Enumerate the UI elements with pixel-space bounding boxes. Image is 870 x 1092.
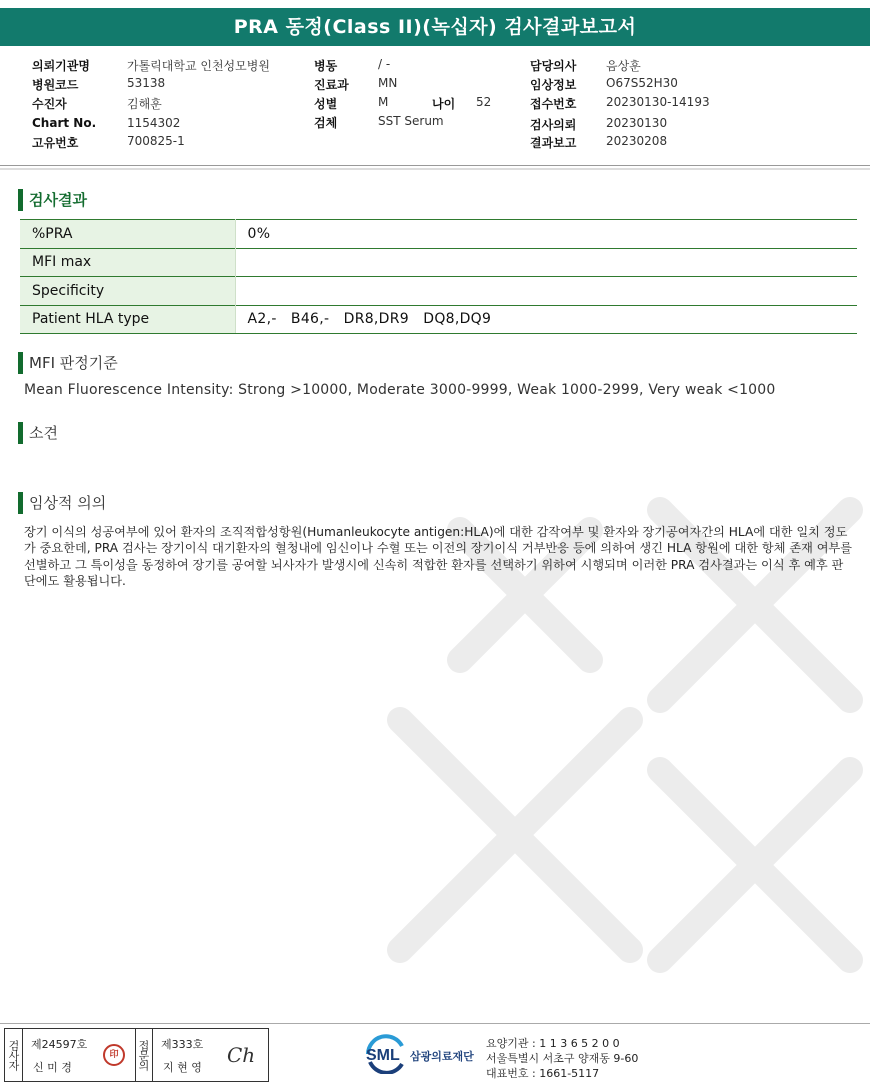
- department-value: MN: [378, 76, 398, 90]
- hospital-code-value: 53138: [127, 76, 166, 90]
- inspector-seal-icon: 印: [103, 1044, 125, 1066]
- approver-name: 지 현 영: [163, 1061, 202, 1074]
- chart-no-label: Chart No.: [32, 116, 97, 130]
- request-date-label: 검사의뢰: [530, 118, 577, 132]
- org-name: 삼광의료재단: [410, 1050, 474, 1063]
- receipt-no-label: 접수번호: [530, 97, 577, 111]
- table-row: [20, 248, 857, 277]
- report-title: PRA 동정(Class II)(녹십자) 검사결과보고서: [0, 8, 870, 46]
- request-date-value: 20230130: [606, 116, 668, 130]
- approver-label: 접문의: [135, 1029, 153, 1081]
- clinical-significance-text: 장기 이식의 성공여부에 있어 환자의 조직적합성항원(Humanleukocyte antigen:HLA)에 대한 감작여부 및 환자와 장기공여자간의 HLA에 대한 일치 정도가 중요한데, PRA 검사는 장기이식 대기환자의 혈청내에 임신이나 수혈 또는 이전의 장기이식 거부반응 등에 의하여 생긴 HLA 항원에 대한 항체 존재 여부를 선별하고 그 특이성을 동정하여 장기를 공여할 뇌사자가 발생시에 신속히 적합한 환자를 선택하기 위하여 시행되며 이러한 PRA 검사결과는 이식 후 예후 판단에도 활용됩니다.: [24, 525, 853, 588]
- report-date-value: 20230208: [606, 134, 668, 148]
- unique-no-label: 고유번호: [32, 136, 79, 150]
- result-value: [235, 277, 857, 306]
- org-code: 요양기관 : 1 1 3 6 5 2 0 0: [486, 1037, 620, 1050]
- hospital-name-value: 가톨릭대학교 인천성모병원: [127, 59, 270, 73]
- department-label: 진료과: [314, 78, 349, 92]
- org-phone: 대표번호 : 1661-5117: [486, 1067, 600, 1080]
- ward-label: 병동: [314, 59, 338, 73]
- info-divider: [0, 165, 870, 166]
- age-value: 52: [476, 95, 492, 109]
- sex-label: 성별: [314, 97, 338, 111]
- section-results-heading: 검사결과: [18, 189, 87, 211]
- result-label: MFI max: [20, 248, 235, 277]
- sml-logo-text: SML: [366, 1047, 400, 1064]
- mfi-criteria-text: Mean Fluorescence Intensity: Strong >10000, Moderate 3000-9999, Weak 1000-2999, Very weak <1000: [24, 382, 776, 398]
- clinical-info-label: 임상정보: [530, 78, 577, 92]
- result-value: 0%: [235, 220, 857, 249]
- hospital-code-label: 병원코드: [32, 78, 79, 92]
- inspector-label: 검사자: [5, 1029, 23, 1081]
- unique-no-value: 700825-1: [127, 134, 185, 148]
- section-mfi-heading: MFI 판정기준: [18, 352, 118, 374]
- specimen-label: 검체: [314, 116, 338, 130]
- inspector-name: 신 미 경: [33, 1061, 72, 1074]
- results-table: [20, 219, 857, 334]
- approver-license-no: 제333호: [161, 1038, 204, 1051]
- patient-name-value: 김해훈: [127, 97, 162, 111]
- result-value: [235, 248, 857, 277]
- doctor-label: 담당의사: [530, 59, 577, 73]
- patient-info: [0, 54, 870, 166]
- section-opinion-heading: 소견: [18, 422, 58, 444]
- approver-signature-icon: Ch: [227, 1043, 256, 1067]
- result-label: Specificity: [20, 277, 235, 306]
- receipt-no-value: 20230130-14193: [606, 95, 710, 109]
- footer-divider: [0, 1023, 870, 1024]
- ward-value: / -: [378, 57, 391, 71]
- result-value: A2,- B46,- DR8,DR9 DQ8,DQ9: [235, 305, 857, 334]
- signature-box: [4, 1028, 269, 1082]
- chart-no-value: 1154302: [127, 116, 181, 130]
- table-row: [20, 220, 857, 249]
- org-info: [486, 1036, 638, 1081]
- hospital-name-label: 의뢰기관명: [32, 59, 90, 73]
- report-date-label: 결과보고: [530, 136, 577, 150]
- doctor-value: 음상훈: [606, 59, 641, 73]
- table-row: [20, 277, 857, 306]
- result-label: Patient HLA type: [20, 305, 235, 334]
- age-label: 나이: [432, 97, 456, 111]
- inspector-license-no: 제24597호: [31, 1038, 88, 1051]
- table-row: [20, 305, 857, 334]
- specimen-value: SST Serum: [378, 114, 444, 128]
- sex-value: M: [378, 95, 389, 109]
- org-address: 서울특별시 서초구 양재동 9-60: [486, 1052, 639, 1065]
- info-divider-shadow: [0, 168, 870, 170]
- result-label: %PRA: [20, 220, 235, 249]
- clinical-info-value: O67S52H30: [606, 76, 678, 90]
- section-clinical-heading: 임상적 의의: [18, 492, 106, 514]
- patient-name-label: 수진자: [32, 97, 67, 111]
